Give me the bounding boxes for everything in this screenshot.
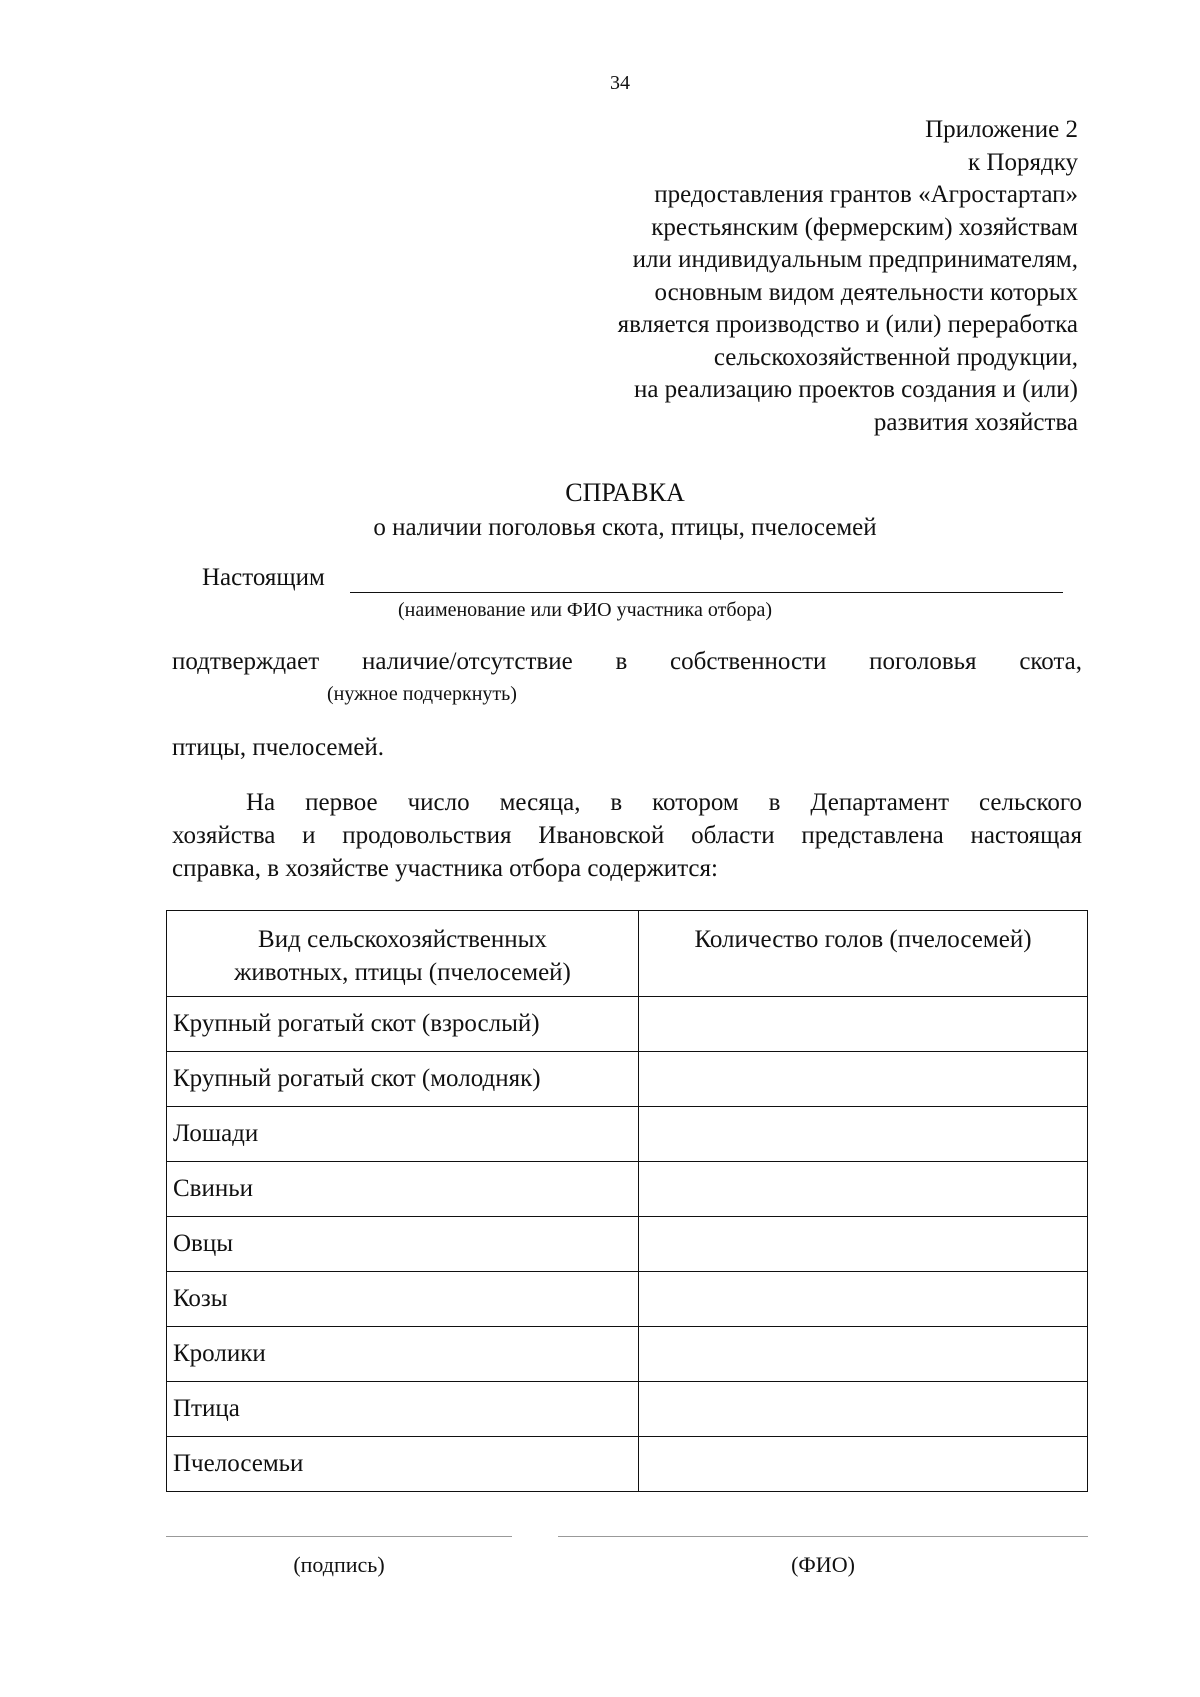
row-kind: Овцы [167,1217,639,1272]
row-count-cell[interactable] [639,1327,1088,1382]
row-kind: Крупный рогатый скот (молодняк) [167,1052,639,1107]
row-count-cell[interactable] [639,1437,1088,1492]
row-kind: Птица [167,1382,639,1437]
annex-header [618,114,1078,439]
confirm-word: скота, [1019,648,1083,675]
table-row [167,1382,1088,1437]
row-count-cell[interactable] [639,1217,1088,1272]
body-paragraph [172,786,1082,885]
row-count-cell[interactable] [639,1382,1088,1437]
header-kind-line1: Вид сельскохозяйственных [258,926,547,953]
row-count-cell[interactable] [639,1162,1088,1217]
document-title: СПРАВКА [565,478,685,507]
table-row [167,1437,1088,1492]
annex-line: Приложение 2 [925,116,1078,143]
underline-hint: (нужное подчеркнуть) [327,683,517,705]
participant-name-field[interactable] [350,592,1063,593]
row-kind: Крупный рогатый скот (взрослый) [167,997,639,1052]
page-number: 34 [610,72,630,94]
paragraph-line: справка, в хозяйстве участника отбора содержится: [172,855,718,882]
row-count-cell[interactable] [639,997,1088,1052]
annex-line: предоставления грантов «Агростартап» [654,181,1078,208]
row-kind: Козы [167,1272,639,1327]
full-name-line[interactable] [558,1536,1088,1537]
header-kind-line2: животных, птицы (пчелосемей) [234,959,571,986]
annex-line: является производство и (или) переработка [617,311,1078,338]
intro-label: Настоящим [202,564,325,591]
annex-line: сельскохозяйственной продукции, [713,343,1078,371]
row-kind: Пчелосемьи [167,1437,639,1492]
paragraph-line: хозяйства и продовольствия Ивановской области представлена настоящая [172,822,1082,849]
confirm-word: подтверждает [172,648,320,675]
row-kind: Лошади [167,1107,639,1162]
confirm-line [172,648,1082,676]
row-kind: Кролики [167,1327,639,1382]
row-kind: Свиньи [167,1162,639,1217]
table-row [167,997,1088,1052]
annex-line: или индивидуальным предпринимателям, [632,246,1078,273]
confirm-word: поголовья [869,648,977,675]
annex-line: крестьянским (фермерским) хозяйствам [651,213,1078,241]
table-row [167,1052,1088,1107]
confirm-word-choice[interactable]: наличие/отсутствие [361,648,573,675]
confirm-continuation: птицы, пчелосемей. [172,734,385,761]
header-kind [167,911,639,997]
annex-line: развития хозяйства [873,408,1078,436]
signature-label: (подпись) [293,1552,385,1577]
signature-line[interactable] [166,1536,512,1537]
table-row [167,1272,1088,1327]
table-row [167,1107,1088,1162]
table-row [167,1217,1088,1272]
row-count-cell[interactable] [639,1052,1088,1107]
confirm-word: в [615,648,628,675]
paragraph-line: На первое число месяца, в котором в Департамент сельского [246,789,1082,816]
full-name-label: (ФИО) [791,1552,855,1577]
livestock-table [166,910,1088,1492]
table-row [167,1327,1088,1382]
participant-name-hint: (наименование или ФИО участника отбора) [398,599,773,621]
annex-line: на реализацию проектов создания и (или) [633,376,1078,403]
row-count-cell[interactable] [639,1107,1088,1162]
confirm-word: собственности [670,648,827,675]
table-row [167,1162,1088,1217]
document-subtitle: о наличии поголовья скота, птицы, пчелосемей [373,514,877,541]
row-count-cell[interactable] [639,1272,1088,1327]
annex-line: основным видом деятельности которых [654,278,1078,306]
table-header-row [167,911,1088,997]
annex-line: к Порядку [968,148,1078,176]
header-count: Количество голов (пчелосемей) [639,911,1088,997]
